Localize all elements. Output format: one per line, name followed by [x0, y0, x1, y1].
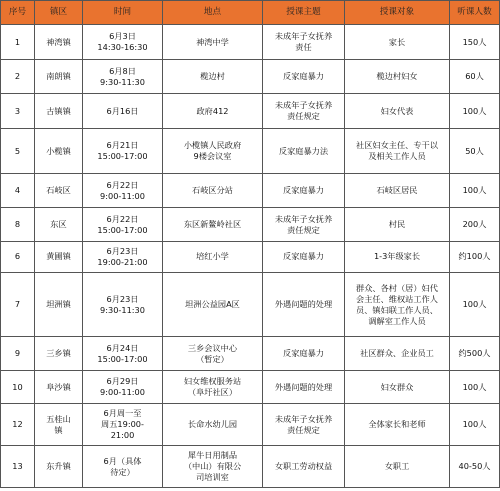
- cell-count: 100人: [450, 371, 500, 403]
- cell-no: 1: [1, 25, 35, 60]
- cell-no: 13: [1, 446, 35, 488]
- cell-count: 100人: [450, 403, 500, 446]
- cell-no: 2: [1, 60, 35, 93]
- cell-location: 政府412: [163, 93, 263, 128]
- cell-no: 3: [1, 93, 35, 128]
- cell-location: 石岐区分站: [163, 173, 263, 207]
- cell-town: 神湾镇: [35, 25, 83, 60]
- cell-topic: 未成年子女抚养 责任规定: [263, 403, 345, 446]
- table-row: [1, 173, 500, 207]
- cell-town: 石岐区: [35, 173, 83, 207]
- cell-no: 4: [1, 173, 35, 207]
- cell-audience: 石岐区居民: [345, 173, 450, 207]
- cell-count: 150人: [450, 25, 500, 60]
- cell-town: 阜沙镇: [35, 371, 83, 403]
- cell-topic: 外遇问题的处理: [263, 371, 345, 403]
- cell-count: 40-50人: [450, 446, 500, 488]
- header-audience: 授课对象: [345, 1, 450, 25]
- table-header-row: [1, 1, 500, 25]
- table-row: [1, 93, 500, 128]
- header-location: 地点: [163, 1, 263, 25]
- cell-time: 6月21日 15:00-17:00: [83, 129, 163, 174]
- cell-town: 三乡镇: [35, 336, 83, 370]
- header-topic: 授课主题: [263, 1, 345, 25]
- table-row: [1, 241, 500, 272]
- cell-time: 6月22日 15:00-17:00: [83, 208, 163, 241]
- cell-location: 榄边村: [163, 60, 263, 93]
- cell-no: 6: [1, 241, 35, 272]
- cell-count: 约500人: [450, 336, 500, 370]
- cell-count: 100人: [450, 93, 500, 128]
- cell-location: 妇女维权服务站 （阜圩社区）: [163, 371, 263, 403]
- cell-location: 三乡会议中心 （暂定）: [163, 336, 263, 370]
- cell-location: 小榄镇人民政府 9楼会议室: [163, 129, 263, 174]
- cell-audience: 1-3年级家长: [345, 241, 450, 272]
- cell-time: 6月16日: [83, 93, 163, 128]
- cell-audience: 妇女群众: [345, 371, 450, 403]
- cell-topic: 女职工劳动权益: [263, 446, 345, 488]
- cell-town: 东升镇: [35, 446, 83, 488]
- cell-time: 6月（具体 待定）: [83, 446, 163, 488]
- table-row: [1, 208, 500, 241]
- cell-audience: 社区妇女主任、专干以 及相关工作人员: [345, 129, 450, 174]
- cell-town: 黄圃镇: [35, 241, 83, 272]
- cell-time: 6月22日 9:00-11:00: [83, 173, 163, 207]
- cell-topic: 反家庭暴力: [263, 60, 345, 93]
- table-row: [1, 273, 500, 337]
- cell-count: 100人: [450, 173, 500, 207]
- header-time: 时间: [83, 1, 163, 25]
- cell-count: 约100人: [450, 241, 500, 272]
- cell-no: 10: [1, 371, 35, 403]
- cell-town: 古镇镇: [35, 93, 83, 128]
- cell-time: 6月3日 14:30-16:30: [83, 25, 163, 60]
- table-row: [1, 129, 500, 174]
- cell-time: 6月23日 19:00-21:00: [83, 241, 163, 272]
- cell-topic: 未成年子女抚养 责任规定: [263, 208, 345, 241]
- cell-topic: 反家庭暴力: [263, 241, 345, 272]
- table-row: [1, 336, 500, 370]
- cell-location: 长命水幼儿园: [163, 403, 263, 446]
- cell-town: 坦洲镇: [35, 273, 83, 337]
- cell-town: 南朗镇: [35, 60, 83, 93]
- cell-no: 8: [1, 208, 35, 241]
- cell-count: 60人: [450, 60, 500, 93]
- table-row: [1, 403, 500, 446]
- header-no: 序号: [1, 1, 35, 25]
- header-count: 听课人数: [450, 1, 500, 25]
- cell-audience: 群众、各村（居）妇代 会主任、维权站工作人 员、镇妇联工作人员、 调解室工作人员: [345, 273, 450, 337]
- cell-location: 犀牛日用制品 （中山）有限公 司培训室: [163, 446, 263, 488]
- cell-time: 6月23日 9:30-11:30: [83, 273, 163, 337]
- cell-audience: 女职工: [345, 446, 450, 488]
- cell-topic: 反家庭暴力: [263, 173, 345, 207]
- cell-no: 5: [1, 129, 35, 174]
- cell-no: 9: [1, 336, 35, 370]
- table-row: [1, 25, 500, 60]
- table-row: [1, 446, 500, 488]
- cell-time: 6月29日 9:00-11:00: [83, 371, 163, 403]
- cell-time: 6月周一至 周五19:00- 21:00: [83, 403, 163, 446]
- cell-audience: 社区群众、企业员工: [345, 336, 450, 370]
- cell-location: 培红小学: [163, 241, 263, 272]
- table-row: [1, 371, 500, 403]
- cell-town: 东区: [35, 208, 83, 241]
- cell-time: 6月24日 15:00-17:00: [83, 336, 163, 370]
- cell-topic: 外遇问题的处理: [263, 273, 345, 337]
- cell-no: 12: [1, 403, 35, 446]
- cell-audience: 全体家长和老师: [345, 403, 450, 446]
- cell-topic: 未成年子女抚养 责任规定: [263, 93, 345, 128]
- table-row: [1, 60, 500, 93]
- cell-audience: 家长: [345, 25, 450, 60]
- cell-topic: 反家庭暴力法: [263, 129, 345, 174]
- cell-count: 50人: [450, 129, 500, 174]
- header-town: 镇区: [35, 1, 83, 25]
- cell-audience: 榄边村妇女: [345, 60, 450, 93]
- cell-audience: 村民: [345, 208, 450, 241]
- cell-town: 小榄镇: [35, 129, 83, 174]
- cell-topic: 未成年子女抚养 责任: [263, 25, 345, 60]
- cell-location: 坦洲公益园A区: [163, 273, 263, 337]
- cell-location: 东区新鳌岭社区: [163, 208, 263, 241]
- cell-count: 100人: [450, 273, 500, 337]
- cell-topic: 反家庭暴力: [263, 336, 345, 370]
- cell-no: 7: [1, 273, 35, 337]
- cell-audience: 妇女代表: [345, 93, 450, 128]
- cell-count: 200人: [450, 208, 500, 241]
- cell-time: 6月8日 9:30-11:30: [83, 60, 163, 93]
- cell-town: 五桂山 镇: [35, 403, 83, 446]
- cell-location: 神湾中学: [163, 25, 263, 60]
